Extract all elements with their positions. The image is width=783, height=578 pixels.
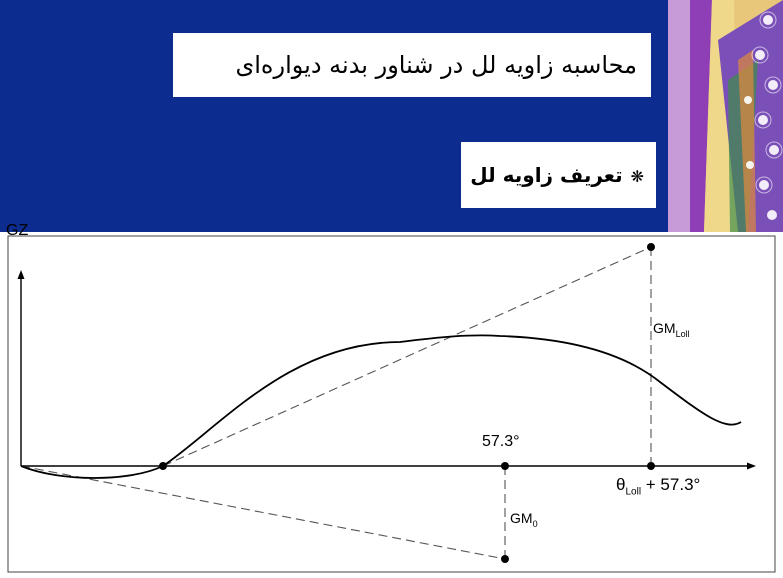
y-axis-arrow [18, 270, 25, 279]
gm0-label-main: GM [510, 510, 533, 526]
theta-sub: Loll [625, 486, 642, 498]
gmloll-label [653, 320, 690, 339]
gz-curve-figure [0, 222, 783, 578]
gmloll-label-sub: Loll [675, 328, 690, 339]
bullet-box [461, 142, 656, 208]
gmloll-tangent-dashed-line [163, 247, 651, 466]
gz-diagram-svg [0, 232, 783, 578]
label-57-3: 57.3° [482, 433, 520, 450]
gmloll-top-point [647, 243, 655, 251]
decorative-floral-strip [668, 0, 783, 232]
bullet-label: تعریف زاویه لل [470, 163, 623, 187]
point-theta-loll-plus-57-3 [647, 462, 655, 470]
gm0-label-sub: 0 [532, 518, 538, 529]
y-axis-label: GZ [6, 222, 29, 239]
theta-loll-label [616, 475, 700, 497]
bullet-icon: ❋ [630, 167, 644, 186]
gm0-bottom-point [501, 555, 509, 563]
gm0-tangent-dashed-line [21, 466, 505, 559]
gz-curve [21, 335, 741, 478]
point-57-3 [501, 462, 509, 470]
figure-frame [8, 236, 775, 572]
theta-symbol: θ [616, 475, 626, 494]
floral-pattern-graphic [668, 0, 783, 232]
theta-rest: + 57.3° [645, 475, 701, 494]
gmloll-label-main: GM [653, 320, 676, 336]
bullet-text [470, 163, 644, 187]
gm0-label [510, 510, 538, 529]
x-axis-arrow [747, 463, 756, 470]
slide-title: محاسبه زاویه لل در شناور بدنه دیواره‌ای [235, 51, 637, 79]
slide-title-box [173, 33, 651, 97]
loll-angle-point [159, 462, 167, 470]
